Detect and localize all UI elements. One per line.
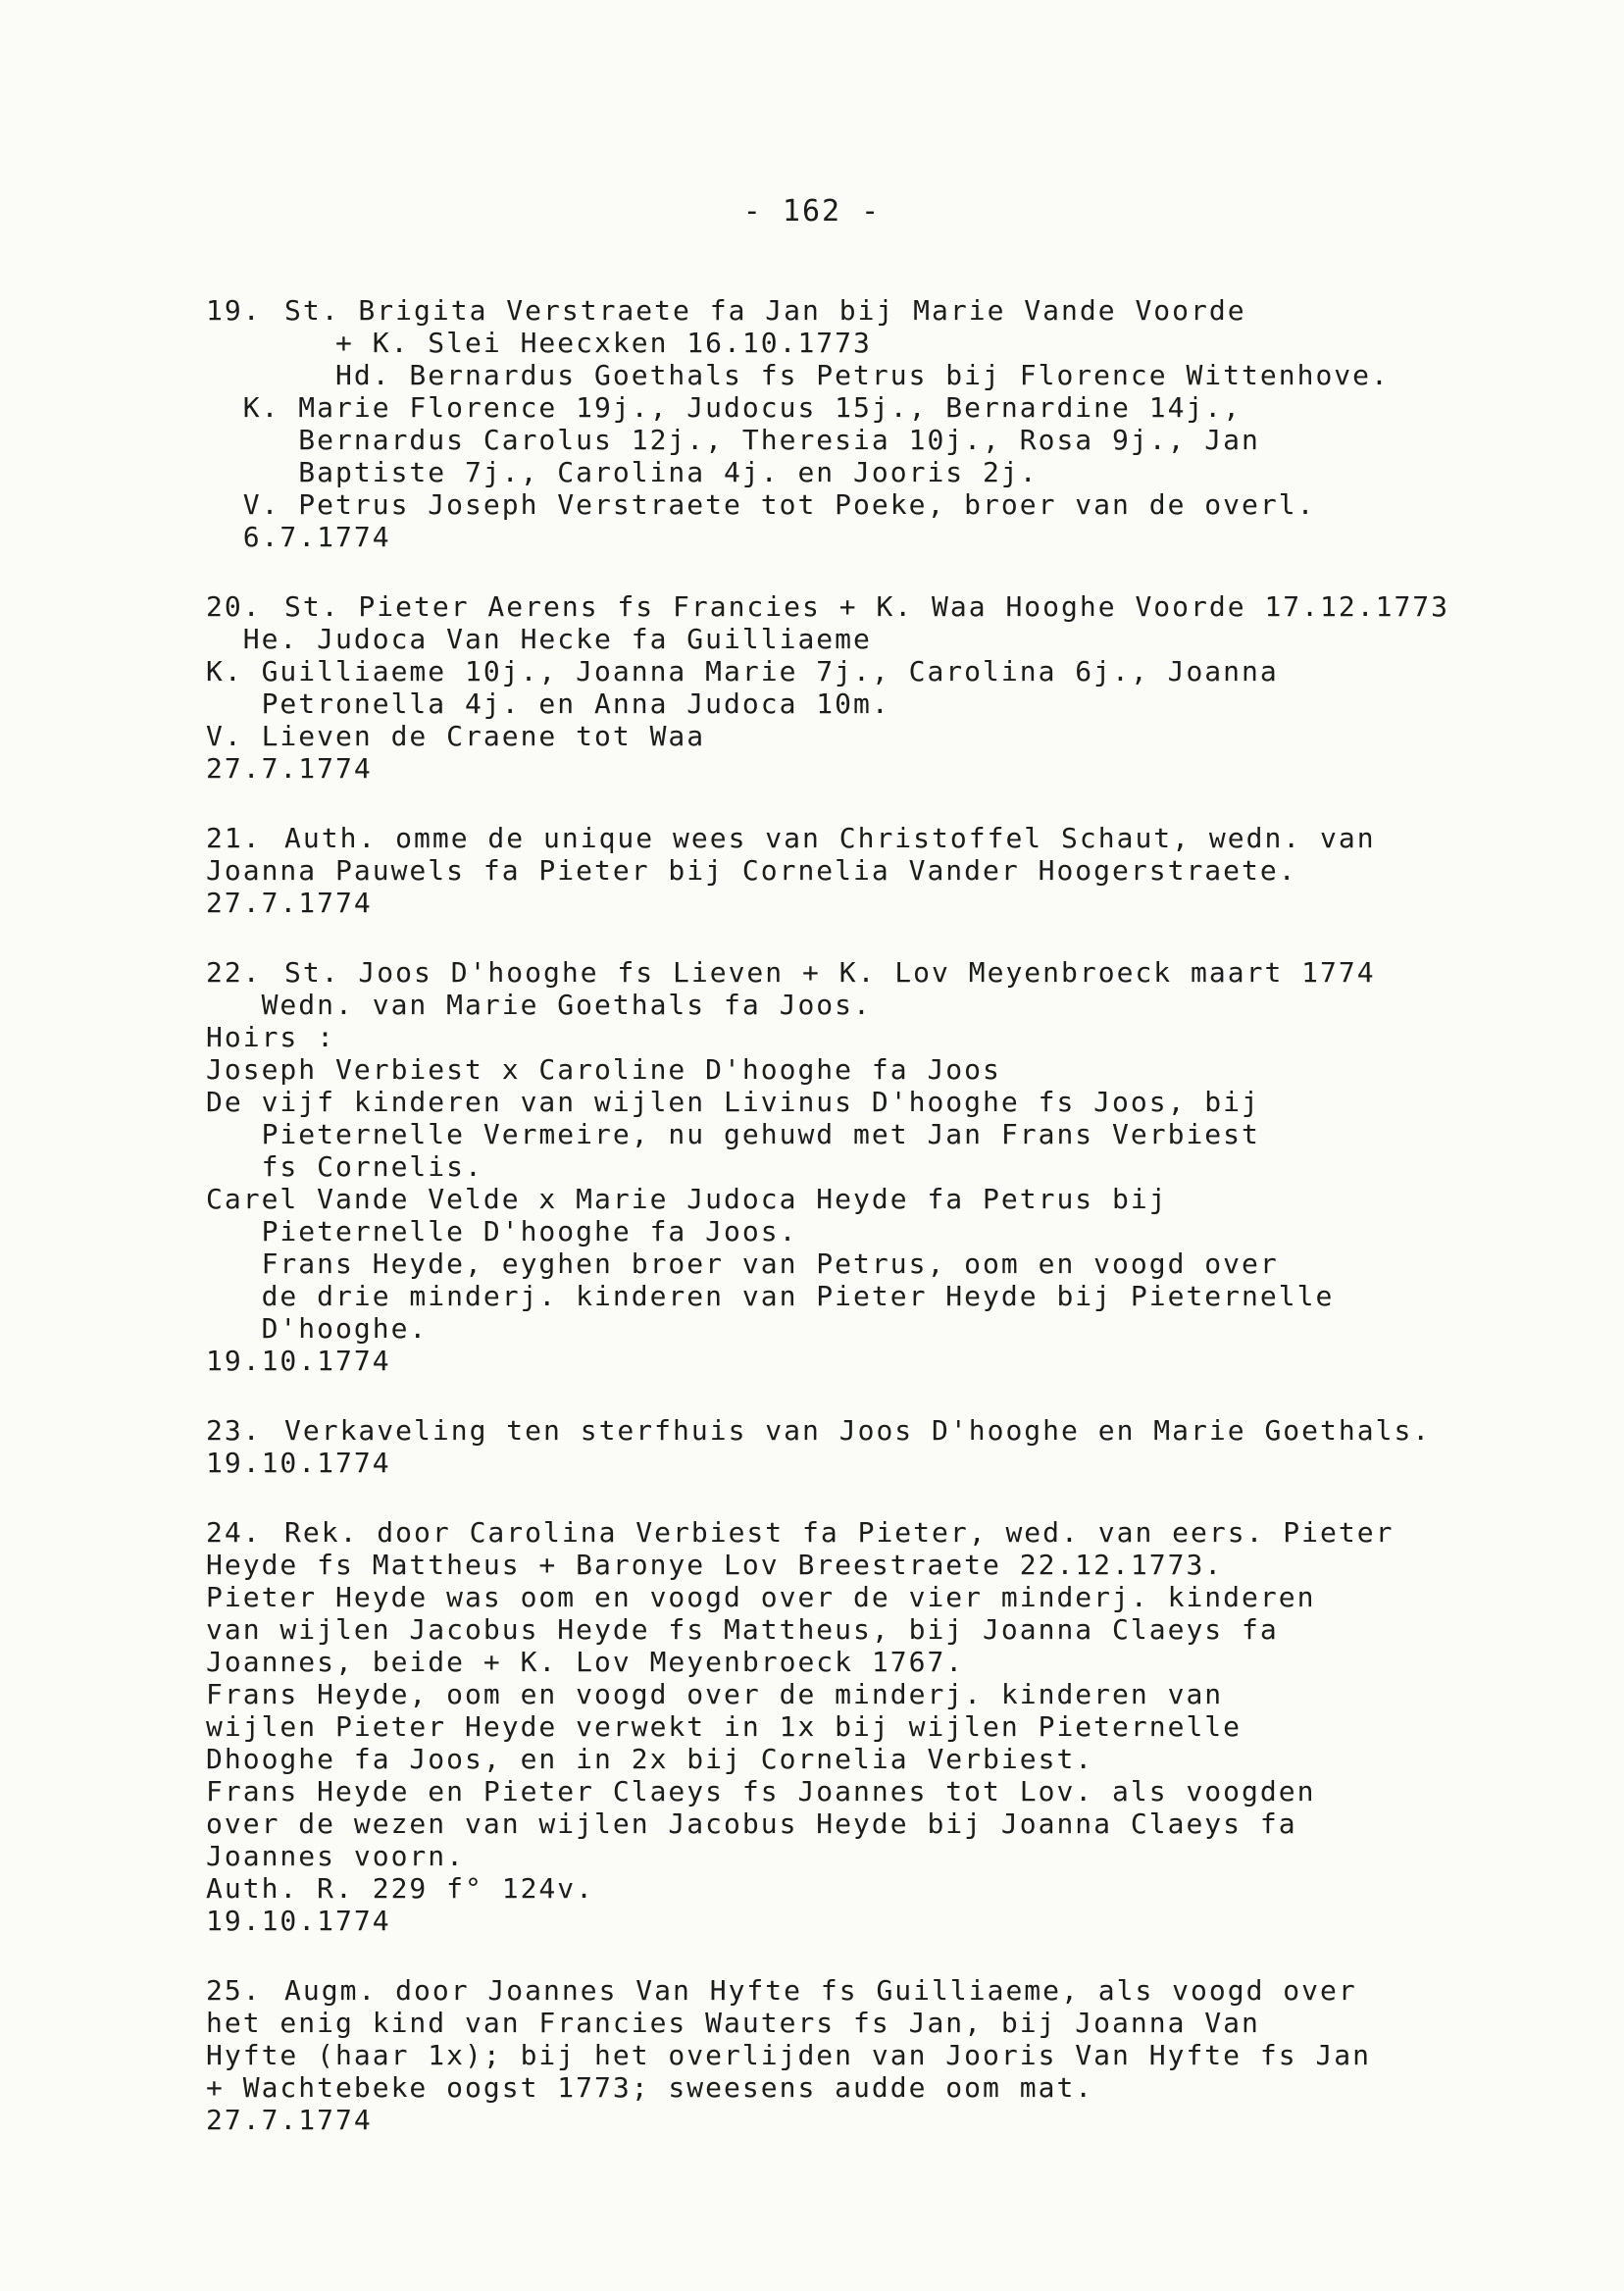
- entry-line: St. Brigita Verstraete fa Jan bij Marie Vande Voorde: [284, 294, 1246, 327]
- entry-line: Frans Heyde en Pieter Claeys fs Joannes tot Lov. als voogden: [206, 1775, 1316, 1807]
- entry-line: He. Judoca Van Hecke fa Guilliaeme: [206, 623, 872, 655]
- entry-line: Frans Heyde, oom en voogd over de minderj. kinderen van: [206, 1678, 1224, 1710]
- entry-line: 19.10.1774: [206, 1345, 391, 1377]
- entry-line: Augm. door Joannes Van Hyfte fs Guilliaeme, als voogd over: [284, 1974, 1357, 2007]
- entry-line: K. Marie Florence 19j., Judocus 15j., Bernardine 14j.,: [206, 391, 1243, 424]
- entry-25: [206, 1974, 1579, 2136]
- entry-line: + K. Slei Heecxken 16.10.1773: [206, 327, 872, 359]
- entry-22: [206, 956, 1579, 1377]
- entry-line: Joseph Verbiest x Caroline D'hooghe fa Joos: [206, 1053, 1001, 1086]
- entry-line: de drie minderj. kinderen van Pieter Heyde bij Pieternelle: [206, 1280, 1335, 1312]
- entry-line: Hd. Bernardus Goethals fs Petrus bij Florence Wittenhove.: [206, 359, 1390, 391]
- entry-line: 27.7.1774: [206, 2104, 373, 2136]
- entry-line: Baptiste 7j., Carolina 4j. en Jooris 2j.: [206, 456, 1039, 488]
- entry-21: [206, 822, 1579, 919]
- entry-24: [206, 1516, 1579, 1937]
- entry-line: Petronella 4j. en Anna Judoca 10m.: [206, 687, 890, 720]
- entry-line: Joanna Pauwels fa Pieter bij Cornelia Vander Hoogerstraete.: [206, 854, 1297, 887]
- entry-line: V. Lieven de Craene tot Waa: [206, 720, 706, 752]
- entry-line: K. Guilliaeme 10j., Joanna Marie 7j., Carolina 6j., Joanna: [206, 655, 1279, 687]
- entry-line: + Wachtebeke oogst 1773; sweesens audde oom mat.: [206, 2071, 1094, 2104]
- entry-line: De vijf kinderen van wijlen Livinus D'hooghe fs Joos, bij: [206, 1086, 1260, 1118]
- entry-line: het enig kind van Francies Wauters fs Jan, bij Joanna Van: [206, 2007, 1260, 2039]
- entry-number: 24.: [206, 1516, 262, 1549]
- entry-line: Frans Heyde, eyghen broer van Petrus, oom en voogd over: [206, 1247, 1279, 1280]
- entry-line: fs Cornelis.: [206, 1150, 483, 1183]
- entry-20: [206, 590, 1579, 785]
- entry-line: Carel Vande Velde x Marie Judoca Heyde fa Petrus bij: [206, 1183, 1168, 1215]
- entry-line: 6.7.1774: [206, 521, 391, 553]
- entry-line: St. Joos D'hooghe fs Lieven + K. Lov Meyenbroeck maart 1774: [284, 956, 1376, 989]
- entry-line: Pieter Heyde was oom en voogd over de vier minderj. kinderen: [206, 1581, 1316, 1613]
- entry-line: Bernardus Carolus 12j., Theresia 10j., Rosa 9j., Jan: [206, 424, 1260, 456]
- entry-line: Pieternelle Vermeire, nu gehuwd met Jan Frans Verbiest: [206, 1118, 1260, 1150]
- entry-line: Pieternelle D'hooghe fa Joos.: [206, 1215, 798, 1247]
- entry-line: 19.10.1774: [206, 1905, 391, 1937]
- entry-line: over de wezen van wijlen Jacobus Heyde bij Joanna Claeys fa: [206, 1807, 1297, 1840]
- entry-line: D'hooghe.: [206, 1312, 429, 1345]
- entry-line: Rek. door Carolina Verbiest fa Pieter, wed. van eers. Pieter: [284, 1516, 1395, 1549]
- entry-line: wijlen Pieter Heyde verwekt in 1x bij wijlen Pieternelle: [206, 1710, 1243, 1743]
- entry-line: Heyde fs Mattheus + Baronye Lov Breestraete 22.12.1773.: [206, 1549, 1224, 1581]
- entry-line: Joannes voorn.: [206, 1840, 466, 1872]
- entry-line: Dhooghe fa Joos, en in 2x bij Cornelia Verbiest.: [206, 1743, 1094, 1775]
- entry-line: Wedn. van Marie Goethals fa Joos.: [206, 989, 872, 1021]
- entry-line: Hoirs :: [206, 1021, 336, 1053]
- entry-line: Auth. R. 229 f° 124v.: [206, 1872, 595, 1905]
- entry-number: 19.: [206, 294, 262, 327]
- entry-line: 27.7.1774: [206, 887, 373, 919]
- entry-line: Auth. omme de unique wees van Christoffel Schaut, wedn. van: [284, 822, 1376, 854]
- entry-line: Joannes, beide + K. Lov Meyenbroeck 1767.: [206, 1646, 965, 1678]
- entry-23: [206, 1414, 1579, 1479]
- entry-line: 27.7.1774: [206, 752, 373, 785]
- entry-19: [206, 294, 1579, 553]
- page-number: - 162 -: [742, 194, 882, 229]
- entry-number: 22.: [206, 956, 262, 989]
- entry-number: 25.: [206, 1974, 262, 2007]
- entry-line: Hyfte (haar 1x); bij het overlijden van Jooris Van Hyfte fs Jan: [206, 2039, 1372, 2071]
- entry-number: 21.: [206, 822, 262, 854]
- entry-line: Verkaveling ten sterfhuis van Joos D'hooghe en Marie Goethals.: [284, 1414, 1432, 1447]
- entry-line: St. Pieter Aerens fs Francies + K. Waa Hooghe Voorde 17.12.1773: [284, 590, 1450, 623]
- entry-number: 20.: [206, 590, 262, 623]
- entry-line: van wijlen Jacobus Heyde fs Mattheus, bij Joanna Claeys fa: [206, 1613, 1279, 1646]
- entries-list: [206, 294, 1579, 2173]
- entry-number: 23.: [206, 1414, 262, 1447]
- entry-line: 19.10.1774: [206, 1447, 391, 1479]
- entry-line: V. Petrus Joseph Verstraete tot Poeke, broer van de overl.: [206, 488, 1316, 521]
